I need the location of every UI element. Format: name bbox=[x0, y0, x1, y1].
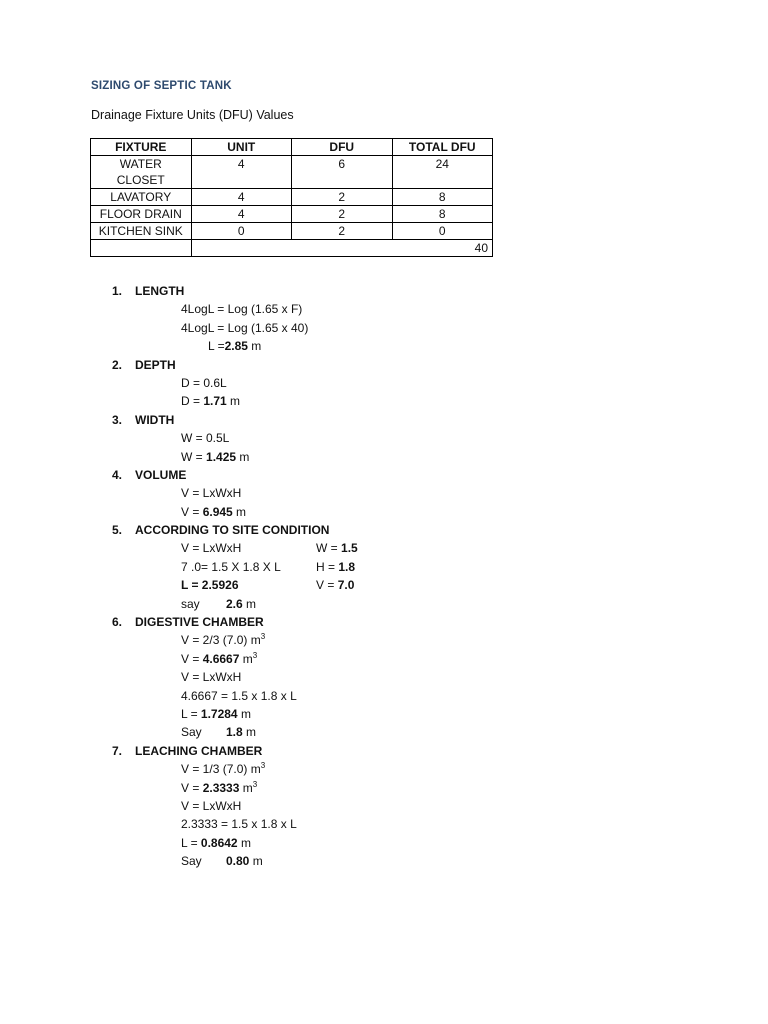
section-heading-digestive-chamber bbox=[0, 613, 768, 631]
say-label: Say bbox=[181, 725, 202, 740]
equation-result: V = 4.6667 $m^3$ bbox=[181, 650, 258, 666]
table-cell: 0 bbox=[191, 223, 292, 240]
table-cell: 4 bbox=[191, 189, 292, 206]
document-title: SIZING OF SEPTIC TANK bbox=[91, 80, 232, 92]
section-number: 7. bbox=[112, 743, 123, 758]
table-cell: 8 bbox=[392, 189, 493, 206]
equation-text: V = LxWxH bbox=[181, 798, 242, 813]
equation-text: V = 2/3 (7.0) $m^3$ bbox=[181, 632, 266, 648]
table-cell: 2 bbox=[292, 206, 393, 223]
column-header: UNIT bbox=[191, 139, 292, 156]
calc-line bbox=[0, 448, 768, 466]
section-label: VOLUME bbox=[135, 467, 187, 482]
calc-line bbox=[0, 539, 768, 557]
calc-line bbox=[0, 337, 768, 355]
calc-line bbox=[0, 779, 768, 797]
section-label: DEPTH bbox=[135, 357, 176, 372]
calc-line bbox=[0, 595, 768, 613]
section-number: 6. bbox=[112, 615, 123, 630]
table-cell: 6 bbox=[292, 156, 393, 189]
column-header: TOTAL DFU bbox=[392, 139, 493, 156]
say-label: Say bbox=[181, 854, 202, 869]
table-cell: WATER CLOSET bbox=[91, 156, 192, 189]
calc-line bbox=[0, 760, 768, 778]
table-cell: 2 bbox=[292, 189, 393, 206]
calc-line bbox=[0, 852, 768, 870]
calc-line bbox=[0, 723, 768, 741]
calc-line bbox=[0, 503, 768, 521]
calc-line bbox=[0, 558, 768, 576]
calc-line bbox=[0, 576, 768, 594]
section-label: LEACHING CHAMBER bbox=[135, 743, 263, 758]
say-value: 0.80 m bbox=[226, 854, 263, 869]
equation-text: V = 1/3 (7.0) $m^3$ bbox=[181, 761, 266, 777]
column-header: DFU bbox=[292, 139, 393, 156]
equation-text: 4LogL = Log (1.65 x F) bbox=[181, 302, 303, 317]
say-value: 2.6 m bbox=[226, 596, 257, 611]
section-heading-site-condition bbox=[0, 521, 768, 539]
calc-line bbox=[0, 429, 768, 447]
equation-result: L = 2.5926 bbox=[181, 578, 239, 593]
calc-line bbox=[0, 834, 768, 852]
section-heading-width bbox=[0, 411, 768, 429]
equation-result: L = 1.7284 m bbox=[181, 706, 251, 721]
section-heading-length bbox=[0, 282, 768, 300]
equation-text: V = LxWxH bbox=[181, 541, 242, 556]
table-cell: 24 bbox=[392, 156, 493, 189]
calc-line bbox=[0, 650, 768, 668]
equation-text: 4.6667 = 1.5 x 1.8 x L bbox=[181, 688, 297, 703]
calc-line bbox=[0, 374, 768, 392]
given-value: H = 1.8 bbox=[316, 559, 356, 574]
equation-text: 4LogL = Log (1.65 x 40) bbox=[181, 320, 309, 335]
table-cell: 8 bbox=[392, 206, 493, 223]
dfu-table bbox=[90, 138, 493, 257]
calculation-sections bbox=[0, 282, 768, 871]
section-heading-depth bbox=[0, 356, 768, 374]
table-cell: 2 bbox=[292, 223, 393, 240]
say-value: 1.8 m bbox=[226, 725, 257, 740]
equation-result: V = 2.3333 $m^3$ bbox=[181, 779, 258, 795]
calc-line bbox=[0, 668, 768, 686]
calc-line bbox=[0, 484, 768, 502]
section-number: 2. bbox=[112, 357, 123, 372]
table-cell: 4 bbox=[191, 156, 292, 189]
table-caption: Drainage Fixture Units (DFU) Values bbox=[91, 108, 294, 122]
calc-line bbox=[0, 319, 768, 337]
section-number: 4. bbox=[112, 467, 123, 482]
equation-result: L =2.85 m bbox=[208, 339, 262, 354]
equation-text: W = 0.5L bbox=[181, 431, 230, 446]
given-value: W = 1.5 bbox=[316, 541, 358, 556]
section-number: 5. bbox=[112, 523, 123, 538]
equation-text: 7 .0= 1.5 X 1.8 X L bbox=[181, 559, 281, 574]
calc-line bbox=[0, 392, 768, 410]
equation-result: D = 1.71 m bbox=[181, 394, 241, 409]
equation-text: 2.3333 = 1.5 x 1.8 x L bbox=[181, 817, 297, 832]
section-label: DIGESTIVE CHAMBER bbox=[135, 615, 264, 630]
table-cell: 4 bbox=[191, 206, 292, 223]
calc-line bbox=[0, 815, 768, 833]
equation-result: L = 0.8642 m bbox=[181, 835, 251, 850]
equation-text: V = LxWxH bbox=[181, 486, 242, 501]
section-label: ACCORDING TO SITE CONDITION bbox=[135, 523, 330, 538]
table-cell: FLOOR DRAIN bbox=[91, 206, 192, 223]
equation-result: W = 1.425 m bbox=[181, 449, 250, 464]
given-value: V = 7.0 bbox=[316, 578, 355, 593]
table-cell-empty bbox=[91, 240, 192, 257]
table-total-row bbox=[91, 240, 493, 257]
table-cell: 0 bbox=[392, 223, 493, 240]
section-number: 1. bbox=[112, 284, 123, 298]
section-label: LENGTH bbox=[135, 284, 185, 298]
total-dfu-value: 40 bbox=[191, 240, 493, 257]
section-heading-volume bbox=[0, 466, 768, 484]
calc-line bbox=[0, 797, 768, 815]
section-number: 3. bbox=[112, 412, 123, 427]
equation-text: V = LxWxH bbox=[181, 670, 242, 685]
calc-line bbox=[0, 631, 768, 649]
table-cell: KITCHEN SINK bbox=[91, 223, 192, 240]
calc-line bbox=[0, 705, 768, 723]
equation-result: V = 6.945 m bbox=[181, 504, 247, 519]
table-row bbox=[91, 206, 493, 223]
calc-line bbox=[0, 687, 768, 705]
section-label: WIDTH bbox=[135, 412, 175, 427]
table-row bbox=[91, 156, 493, 189]
say-label: say bbox=[181, 596, 200, 611]
table-cell: LAVATORY bbox=[91, 189, 192, 206]
equation-text: D = 0.6L bbox=[181, 375, 227, 390]
table-row bbox=[91, 223, 493, 240]
calc-line bbox=[0, 300, 768, 318]
section-heading-leaching-chamber bbox=[0, 742, 768, 760]
table-header-row bbox=[91, 139, 493, 156]
table-row bbox=[91, 189, 493, 206]
column-header: FIXTURE bbox=[91, 139, 192, 156]
